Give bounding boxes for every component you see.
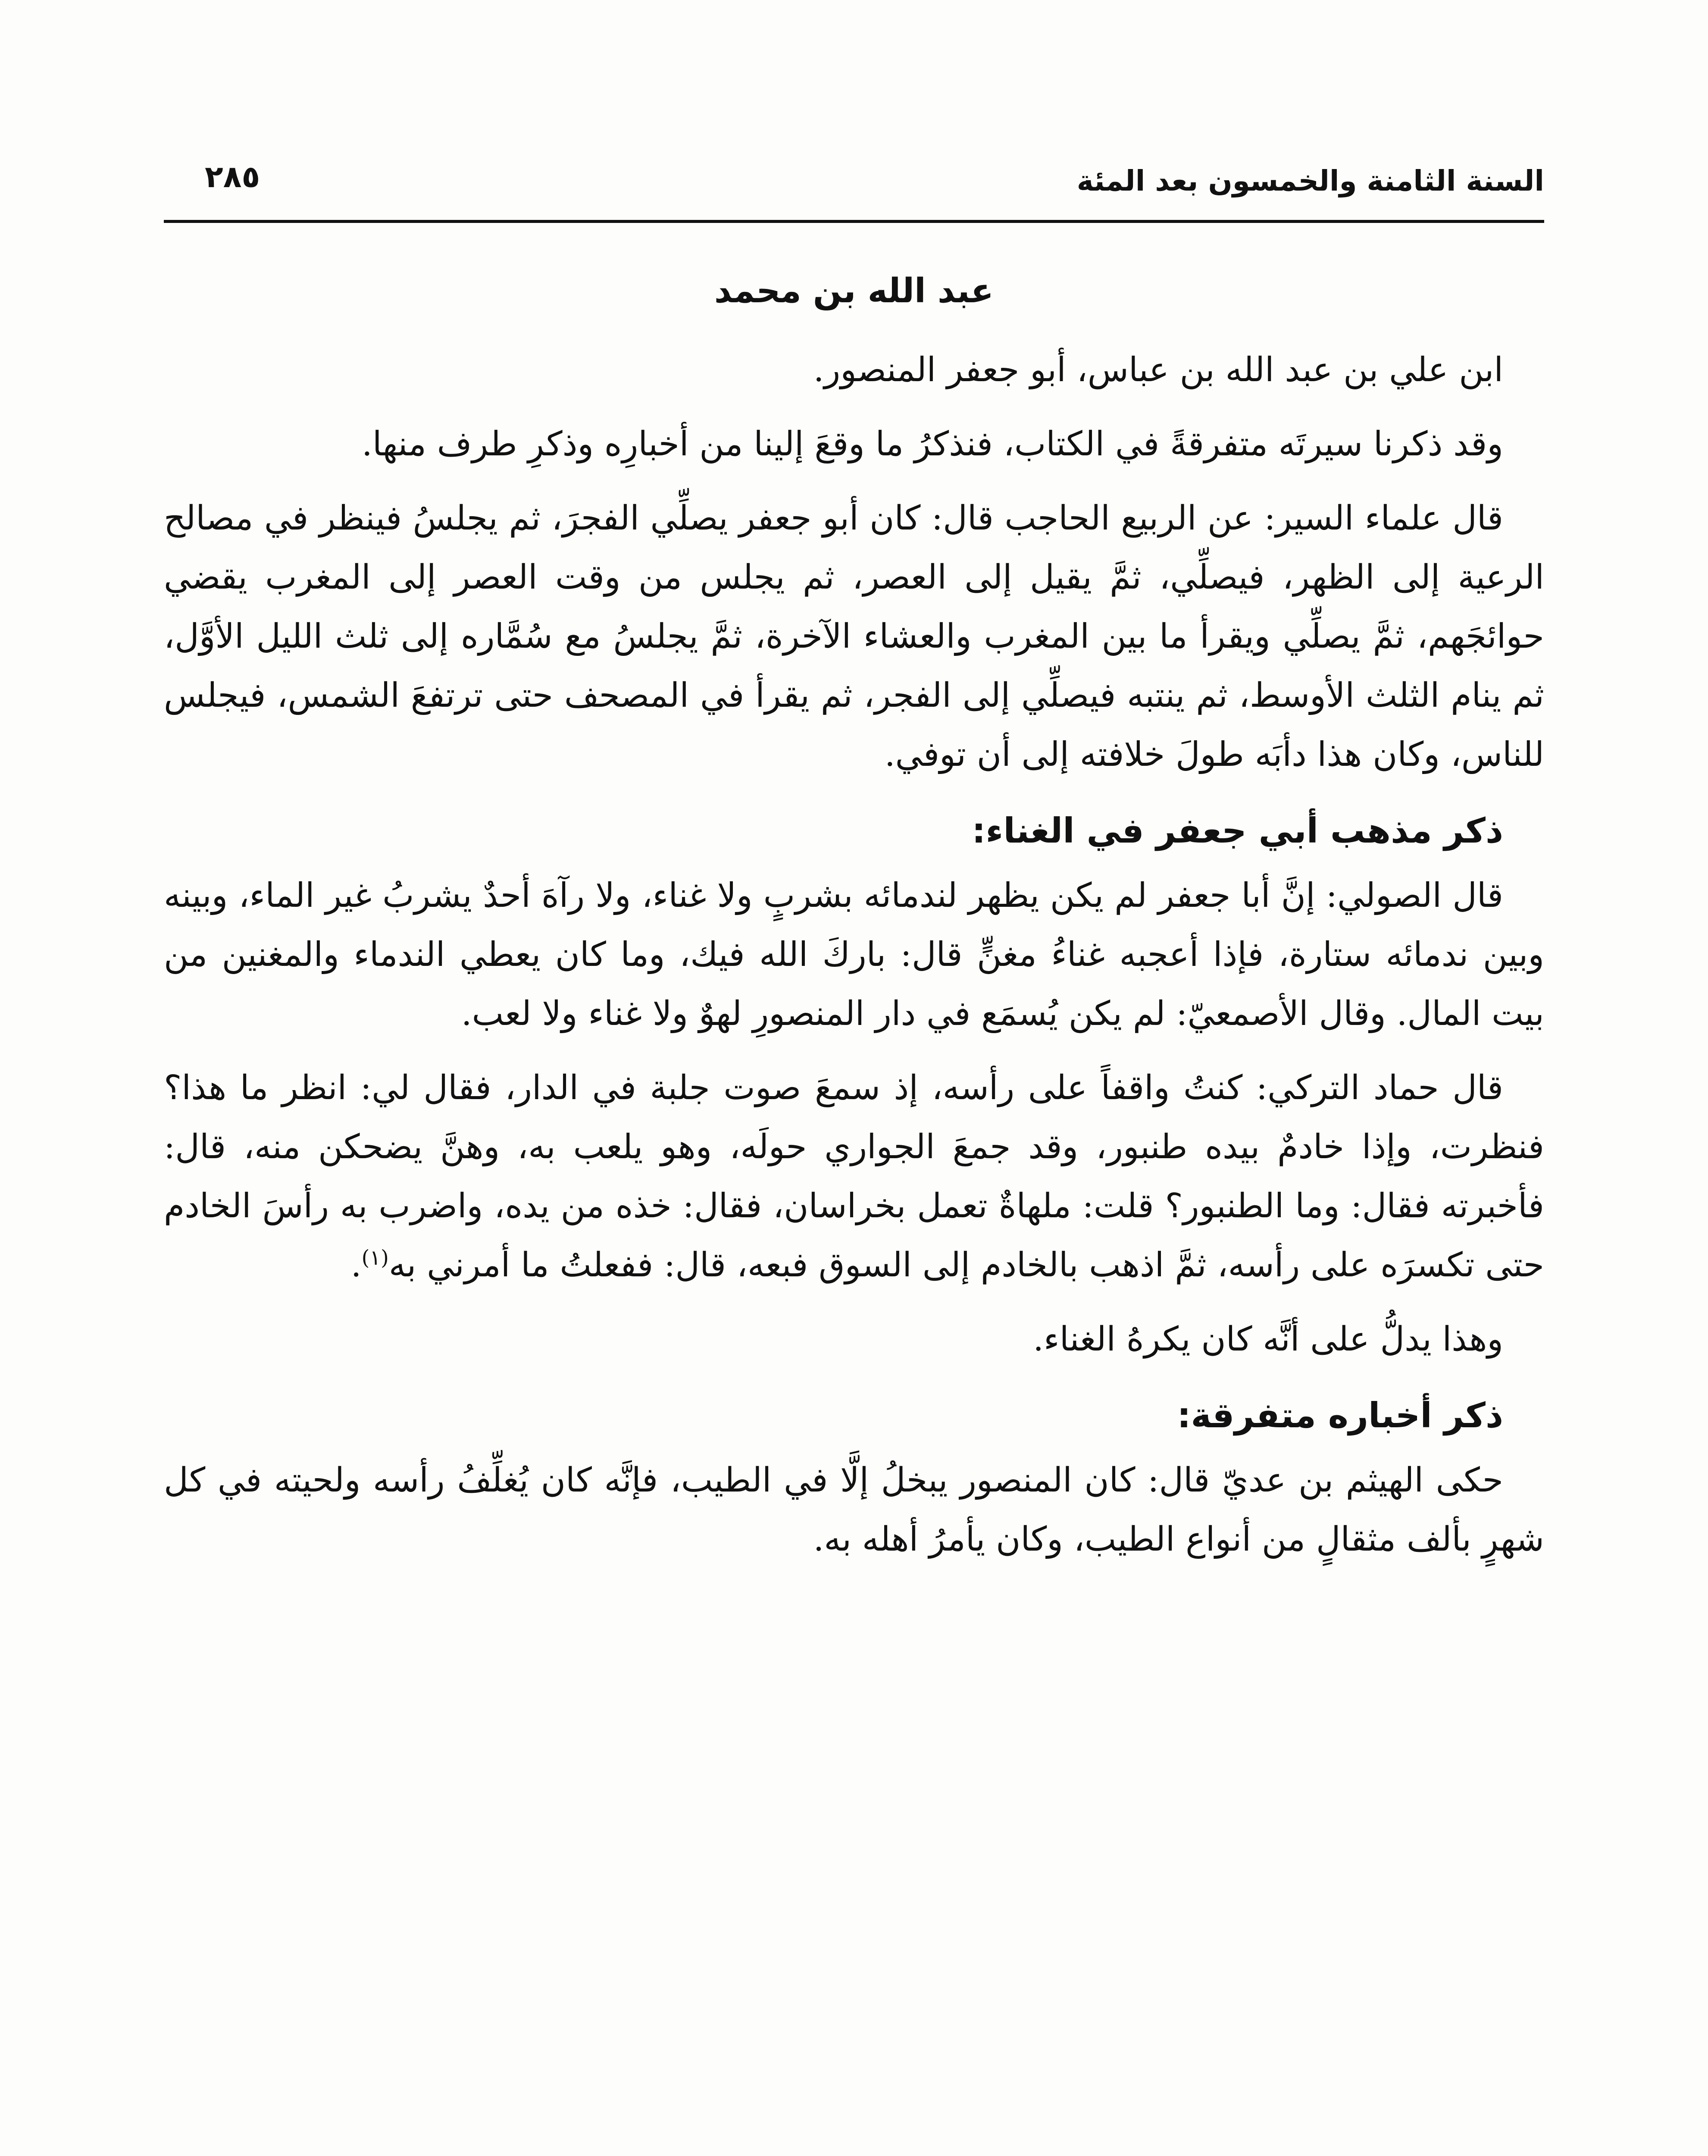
header-rule <box>164 220 1544 223</box>
music-paragraph-suli: قال الصولي: إنَّ أبا جعفر لم يكن يظهر لندمائه بشربٍ ولا غناء، ولا رآهَ أحدٌ يشربُ غير الماء، وبينه وبين ندمائه ستارة، فإذا أعجبه غناءُ مغنٍّ قال: باركَ الله فيك، وما كان يعطي الندماء والمغنين من بيت المال. وقال الأصمعيّ: لم يكن يُسمَع في دار المنصورِ لهوٌ ولا غناء ولا لعب. <box>164 876 1544 1033</box>
intro-paragraph-biography-note: وقد ذكرنا سيرتَه متفرقةً في الكتاب، فنذكرُ ما وقعَ إلينا من أخبارِه وذكرِ طرف منها. <box>362 425 1503 464</box>
misc-paragraph-haytham: حكى الهيثم بن عديّ قال: كان المنصور يبخلُ إلَّا في الطيب، فإنَّه كان يُغلِّفُ رأسه ولحيته في كل شهرٍ بألف مثقالٍ من أنواع الطيب، وكان يأمرُ أهله به. <box>164 1461 1544 1559</box>
section-heading-misc: ذكر أخباره متفرقة: <box>1177 1395 1503 1435</box>
section-heading-music: ذكر مذهب أبي جعفر في الغناء: <box>972 811 1503 851</box>
music-paragraph-conclusion: وهذا يدلُّ على أنَّه كان يكرهُ الغناء. <box>1033 1320 1503 1359</box>
hammad-end: . <box>350 1246 362 1285</box>
running-title: السنة الثامنة والخمسون بعد المئة <box>1076 164 1544 197</box>
hammad-text: قال حماد التركي: كنتُ واقفاً على رأسه، إذ سمعَ صوت جلبة في الدار، فقال لي: انظر ما هذا؟ فنظرت، وإذا خادمٌ بيده طنبور، وقد جمعَ الجواري حولَه، وهو يلعب به، وهنَّ يضحكن منه، قال: فأخبرته فقال: وما الطنبور؟ قلت: ملهاةٌ تعمل بخراسان، فقال: خذه من يده، واضرب به رأسَ الخادم حتى تكسرَه على رأسه، ثمَّ اذهب بالخادم إلى السوق فبعه، قال: ففعلتُ ما أمرني به <box>164 1069 1544 1285</box>
footnote-reference: (١) <box>361 1246 389 1270</box>
intro-paragraph-lineage: ابن علي بن عبد الله بن عباس، أبو جعفر المنصور. <box>813 351 1503 389</box>
main-text <box>164 259 1544 1584</box>
page-number: ٢٨٥ <box>205 159 260 194</box>
music-paragraph-hammad <box>164 1059 1544 1295</box>
chapter-title: عبد الله بن محمد <box>714 272 994 310</box>
running-header <box>164 151 1544 211</box>
intro-paragraph-daily-routine: قال علماء السير: عن الربيع الحاجب قال: كان أبو جعفر يصلِّي الفجرَ، ثم يجلسُ فينظر في مصالح الرعية إلى الظهر، فيصلِّي، ثمَّ يقيل إلى العصر، ثم يجلس من وقت العصر إلى المغرب يقضي حوائجَهم، ثمَّ يصلِّي ويقرأ ما بين المغرب والعشاء الآخرة، ثمَّ يجلسُ مع سُمَّاره إلى ثلث الليل الأوَّل، ثم ينام الثلث الأوسط، ثم ينتبه فيصلِّي إلى الفجر، ثم يقرأ في المصحف حتى ترتفعَ الشمس، فيجلس للناس، وكان هذا دأبَه طولَ خلافته إلى أن توفي. <box>164 499 1544 774</box>
